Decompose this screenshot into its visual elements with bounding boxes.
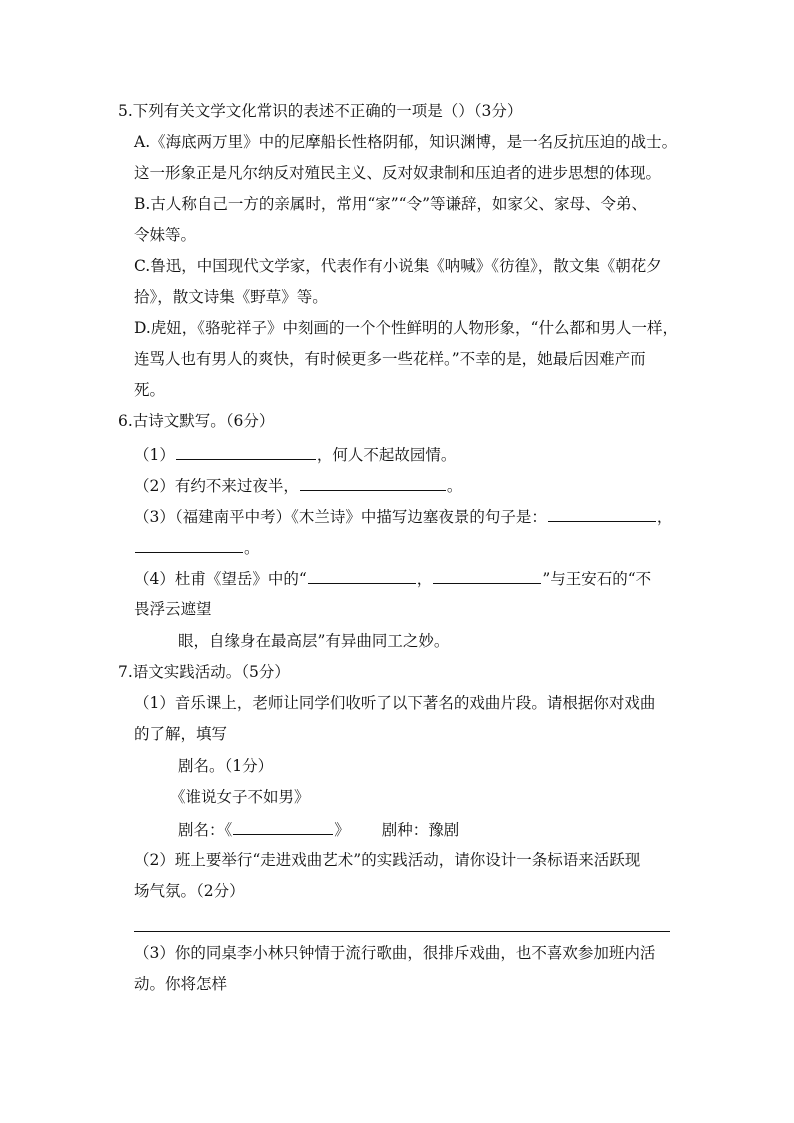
q6-item-2-suffix: 。 [446, 477, 463, 495]
q7-item-1-line2: 的了解，填写 [134, 725, 228, 743]
q6-item-4 [134, 567, 651, 590]
q6-item-3 [134, 505, 672, 528]
q5-option-d-line3: 死。 [134, 381, 166, 399]
q7-stem: 7.语文实践活动。（5分） [118, 663, 290, 681]
q7-item-1-line1: （1）音乐课上，老师让同学们收听了以下著名的戏曲片段。请根据你对戏曲 [134, 694, 656, 712]
q6-item-3-comma: ， [656, 508, 673, 526]
q5-option-b-line1: B.古人称自己一方的亲属时，常用“家”“令”等谦辞，如家父、家母、令弟、 [134, 195, 648, 213]
q6-item-4-cont1: 畏浮云遮望 [134, 600, 212, 618]
q7-name-close: 》 [334, 821, 350, 839]
q5-option-b-line2: 令妹等。 [134, 226, 197, 244]
q5-option-a-line2: 这一形象正是凡尔纳反对殖民主义、反对奴隶制和压迫者的进步思想的体现。 [134, 164, 662, 182]
q6-item-4-prefix: （4）杜甫《望岳》中的“ [134, 570, 307, 588]
q6-item-4-suffix: ”与王安石的“不 [542, 570, 652, 588]
q7-genre: 剧种：豫剧 [381, 821, 460, 839]
q7-item-3-line1: （3）你的同桌李小林只钟情于流行歌曲，很排斥戏曲，也不喜欢参加班内活 [134, 944, 656, 962]
q7-name-blank[interactable] [233, 818, 333, 835]
q6-item-3-end: 。 [244, 539, 260, 557]
q6-item-1-suffix: ，何人不起故园情。 [316, 446, 457, 464]
q7-opera-answer [178, 818, 459, 841]
q6-item-2 [134, 474, 462, 497]
q6-item-4-cont2: 眼，自缘身在最高层”有异曲同工之妙。 [178, 632, 450, 650]
q5-option-c-line1: C.鲁迅，中国现代文学家，代表作有小说集《呐喊》《彷徨》，散文集《朝花夕 [134, 257, 662, 275]
q7-name-label: 剧名：《 [178, 821, 233, 839]
q5-option-a-line1: A.《海底两万里》中的尼摩船长性格阴郁，知识渊博，是一名反抗压迫的战士。 [134, 133, 678, 151]
q6-item-3-cont [134, 536, 260, 559]
q6-item-3-prefix: （3）（福建南平中考）《木兰诗》中描写边塞夜景的句子是： [134, 508, 547, 526]
q6-item-2-prefix: （2）有约不来过夜半， [134, 477, 299, 495]
q5-option-d-line2: 连骂人也有男人的爽快，有时候更多一些花样。”不幸的是，她最后因难产而 [134, 350, 646, 368]
q6-item-3-blank-1[interactable] [548, 505, 656, 522]
q6-item-2-blank[interactable] [300, 474, 446, 491]
q5-option-c-line2: 拾》，散文诗集《野草》等。 [134, 288, 328, 306]
q6-item-4-blank-1[interactable] [308, 567, 416, 584]
q6-item-3-blank-2[interactable] [135, 536, 243, 553]
q6-item-1 [134, 443, 456, 466]
q7-opera-title: 《谁说女子不如男》 [170, 788, 310, 806]
q7-item-2-line1: （2）班上要举行“走进戏曲艺术”的实践活动，请你设计一条标语来活跃现 [134, 851, 641, 869]
q6-item-4-blank-2[interactable] [433, 567, 541, 584]
q5-stem: 5.下列有关文学文化常识的表述不正确的一项是（）（3分） [118, 102, 523, 120]
q5-option-d-line1: D.虎妞，《骆驼祥子》中刻画的一个个性鲜明的人物形象，“什么都和男人一样， [134, 319, 678, 337]
q6-item-1-prefix: （1） [134, 446, 175, 464]
q7-item-2-line2: 场气氛。（2分） [134, 882, 245, 900]
q7-slogan-answer-line[interactable] [134, 931, 670, 932]
q6-item-4-mid: ， [416, 570, 433, 588]
q6-item-1-blank[interactable] [176, 443, 316, 460]
q7-item-1-line3: 剧名。（1分） [178, 757, 274, 775]
q7-item-3-line2: 动。你将怎样 [134, 975, 228, 993]
q6-stem: 6.古诗文默写。（6分） [118, 412, 275, 430]
